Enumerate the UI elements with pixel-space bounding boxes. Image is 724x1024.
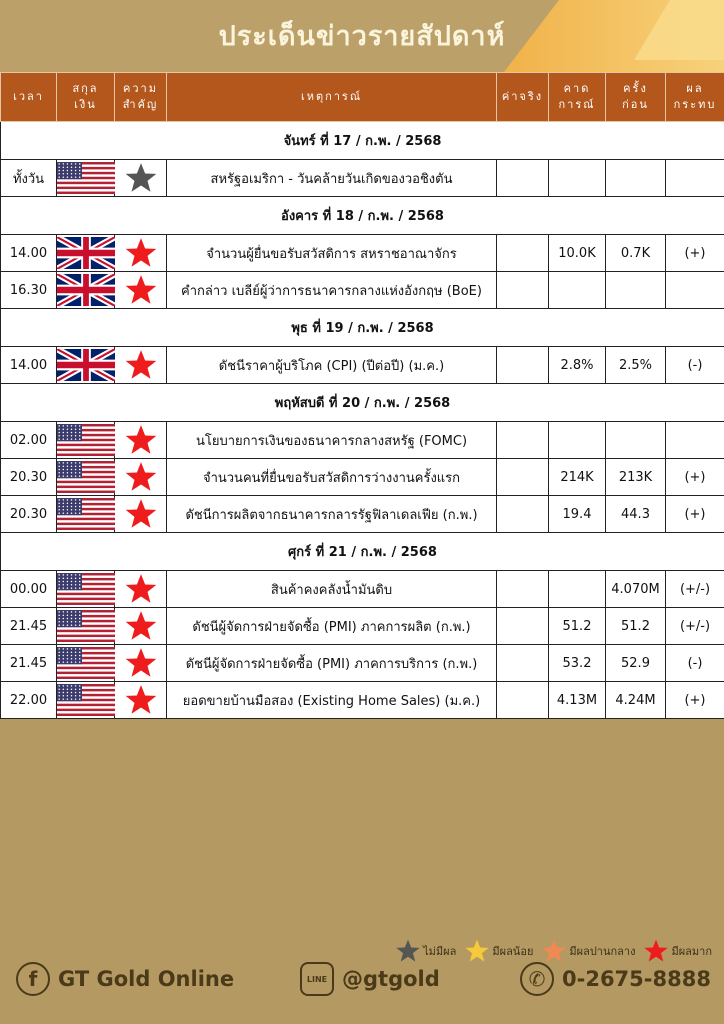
event-time: 21.45 <box>1 608 57 645</box>
importance-cell <box>115 347 167 384</box>
column-header <box>57 73 115 122</box>
impact-value <box>666 272 724 309</box>
event-name: ดัชนีการผลิตจากธนาคารกลารรัฐฟิลาเดลเฟีย (ก.พ.) <box>167 496 497 533</box>
star-icon <box>124 572 158 606</box>
forecast-value: 10.0K <box>549 235 606 272</box>
event-name: ดัชนีราคาผู้บริโภค (CPI) (ปีต่อปี) (ม.ค.) <box>167 347 497 384</box>
star-icon <box>124 161 158 195</box>
previous-value <box>606 422 666 459</box>
event-row[interactable] <box>1 571 724 608</box>
event-time: 21.45 <box>1 645 57 682</box>
column-header <box>115 73 167 122</box>
actual-value <box>497 608 549 645</box>
impact-value <box>666 422 724 459</box>
uk-flag-icon <box>57 349 115 381</box>
legend-item <box>395 938 456 964</box>
phone-number: 0-2675-8888 <box>562 967 711 991</box>
star-icon <box>124 460 158 494</box>
table-header <box>1 73 724 122</box>
currency-cell <box>57 235 115 272</box>
event-row[interactable] <box>1 235 724 272</box>
star-icon <box>124 423 158 457</box>
event-name: ดัชนีผู้จัดการฝ่ายจัดซื้อ (PMI) ภาคการผลิต (ก.พ.) <box>167 608 497 645</box>
impact-value: (-) <box>666 347 724 384</box>
event-name: จำนวนผู้ยื่นขอรับสวัสดิการ สหราชอาณาจักร <box>167 235 497 272</box>
star-icon <box>124 646 158 680</box>
event-row[interactable] <box>1 272 724 309</box>
column-header-text: สำคัญ <box>122 98 159 111</box>
event-row[interactable] <box>1 682 724 719</box>
event-time: 14.00 <box>1 347 57 384</box>
event-row[interactable] <box>1 608 724 645</box>
impact-value: (+) <box>666 459 724 496</box>
forecast-value: 214K <box>549 459 606 496</box>
currency-cell <box>57 160 115 197</box>
currency-cell <box>57 347 115 384</box>
previous-value: 51.2 <box>606 608 666 645</box>
page-title: ประเด็นข่าวรายสัปดาห์ <box>218 21 506 52</box>
impact-value <box>666 160 724 197</box>
actual-value <box>497 496 549 533</box>
facebook-name: GT Gold Online <box>58 967 235 991</box>
previous-value: 4.24M <box>606 682 666 719</box>
importance-cell <box>115 645 167 682</box>
actual-value <box>497 571 549 608</box>
facebook-contact[interactable] <box>16 962 234 996</box>
actual-value <box>497 347 549 384</box>
event-name: ยอดขายบ้านมือสอง (Existing Home Sales) (ม.ค.) <box>167 682 497 719</box>
column-header-text: สกุล <box>72 82 99 96</box>
currency-cell <box>57 682 115 719</box>
importance-cell <box>115 682 167 719</box>
uk-flag-icon <box>57 237 115 269</box>
day-label: จันทร์ ที่ 17 / ก.พ. / 2568 <box>1 122 724 160</box>
actual-value <box>497 422 549 459</box>
day-row <box>1 384 724 422</box>
column-header-text: คาด <box>563 82 591 96</box>
day-row <box>1 197 724 235</box>
phone-contact[interactable] <box>520 962 711 996</box>
us-flag-icon <box>57 573 115 605</box>
us-flag-icon <box>57 162 115 194</box>
forecast-value <box>549 571 606 608</box>
us-flag-icon <box>57 647 115 679</box>
legend-item <box>541 938 635 964</box>
column-header-text: ครั้ง <box>623 82 648 96</box>
star-icon <box>124 348 158 382</box>
star-icon <box>124 236 158 270</box>
column-header <box>1 73 57 122</box>
forecast-value <box>549 422 606 459</box>
legend-label: ไม่มีผล <box>423 945 457 958</box>
actual-value <box>497 459 549 496</box>
event-time: 22.00 <box>1 682 57 719</box>
day-label: พุธ ที่ 19 / ก.พ. / 2568 <box>1 309 724 347</box>
previous-value: 2.5% <box>606 347 666 384</box>
column-header-text: ก่อน <box>622 98 649 111</box>
column-header <box>497 73 549 122</box>
day-row <box>1 309 724 347</box>
actual-value <box>497 682 549 719</box>
us-flag-icon <box>57 461 115 493</box>
currency-cell <box>57 422 115 459</box>
column-header <box>167 73 497 122</box>
column-header-text: ค่าจริง <box>501 90 544 104</box>
impact-value: (+/-) <box>666 571 724 608</box>
us-flag-icon <box>57 424 115 456</box>
currency-cell <box>57 272 115 309</box>
day-label: พฤหัสบดี ที่ 20 / ก.พ. / 2568 <box>1 384 724 422</box>
forecast-value: 2.8% <box>549 347 606 384</box>
column-header-text: ผล <box>686 82 704 96</box>
facebook-icon: f <box>16 962 50 996</box>
day-row <box>1 122 724 160</box>
forecast-value <box>549 160 606 197</box>
importance-cell <box>115 235 167 272</box>
uk-flag-icon <box>57 274 115 306</box>
star-icon <box>124 609 158 643</box>
day-label: ศุกร์ ที่ 21 / ก.พ. / 2568 <box>1 533 724 571</box>
importance-cell <box>115 422 167 459</box>
previous-value: 52.9 <box>606 645 666 682</box>
column-header <box>606 73 666 122</box>
importance-cell <box>115 459 167 496</box>
forecast-value <box>549 272 606 309</box>
actual-value <box>497 235 549 272</box>
importance-cell <box>115 496 167 533</box>
star-icon <box>464 938 490 964</box>
line-id: @gtgold <box>342 967 440 991</box>
previous-value <box>606 160 666 197</box>
previous-value: 44.3 <box>606 496 666 533</box>
column-header-text: การณ์ <box>558 98 596 111</box>
star-icon <box>124 273 158 307</box>
event-name: ดัชนีผู้จัดการฝ่ายจัดซื้อ (PMI) ภาคการบริการ (ก.พ.) <box>167 645 497 682</box>
day-row <box>1 533 724 571</box>
event-name: สินค้าคงคลังน้ำมันดิบ <box>167 571 497 608</box>
column-header-text: เหตุการณ์ <box>300 90 363 104</box>
column-header <box>549 73 606 122</box>
previous-value: 213K <box>606 459 666 496</box>
star-icon <box>124 683 158 717</box>
banner <box>0 0 724 72</box>
forecast-value: 53.2 <box>549 645 606 682</box>
line-contact[interactable] <box>300 962 440 996</box>
star-icon <box>541 938 567 964</box>
event-time: 16.30 <box>1 272 57 309</box>
currency-cell <box>57 496 115 533</box>
event-time: ทั้งวัน <box>1 160 57 197</box>
impact-value: (+) <box>666 496 724 533</box>
currency-cell <box>57 645 115 682</box>
event-row[interactable] <box>1 160 724 197</box>
us-flag-icon <box>57 684 115 716</box>
importance-cell <box>115 272 167 309</box>
event-name: สหรัฐอเมริกา - วันคล้ายวันเกิดของวอชิงตัน <box>167 160 497 197</box>
previous-value: 4.070M <box>606 571 666 608</box>
currency-cell <box>57 459 115 496</box>
impact-value: (+) <box>666 235 724 272</box>
legend-item <box>643 938 712 964</box>
importance-cell <box>115 160 167 197</box>
day-label: อังคาร ที่ 18 / ก.พ. / 2568 <box>1 197 724 235</box>
phone-icon: ✆ <box>520 962 554 996</box>
actual-value <box>497 645 549 682</box>
event-row[interactable] <box>1 645 724 682</box>
event-row[interactable] <box>1 496 724 533</box>
event-time: 20.30 <box>1 496 57 533</box>
star-icon <box>395 938 421 964</box>
column-header-text: เวลา <box>13 90 44 104</box>
column-header-text: เงิน <box>74 98 97 111</box>
event-row[interactable] <box>1 347 724 384</box>
legend-item <box>464 938 533 964</box>
event-time: 20.30 <box>1 459 57 496</box>
event-time: 14.00 <box>1 235 57 272</box>
event-row[interactable] <box>1 422 724 459</box>
previous-value: 0.7K <box>606 235 666 272</box>
impact-value: (+) <box>666 682 724 719</box>
event-name: คำกล่าว เบลีย์ผู้ว่าการธนาคารกลางแห่งอังกฤษ (BoE) <box>167 272 497 309</box>
event-time: 00.00 <box>1 571 57 608</box>
schedule-table <box>0 72 724 719</box>
legend-label: มีผลมาก <box>671 945 712 958</box>
event-name: นโยบายการเงินของธนาคารกลางสหรัฐ (FOMC) <box>167 422 497 459</box>
impact-value: (-) <box>666 645 724 682</box>
line-icon: LINE <box>300 962 334 996</box>
column-header-text: ความ <box>123 82 158 96</box>
importance-legend <box>391 938 712 964</box>
us-flag-icon <box>57 498 115 530</box>
legend-label: มีผลน้อย <box>492 945 534 958</box>
previous-value <box>606 272 666 309</box>
forecast-value: 4.13M <box>549 682 606 719</box>
column-header <box>666 73 724 122</box>
us-flag-icon <box>57 610 115 642</box>
importance-cell <box>115 571 167 608</box>
forecast-value: 51.2 <box>549 608 606 645</box>
actual-value <box>497 160 549 197</box>
currency-cell <box>57 571 115 608</box>
currency-cell <box>57 608 115 645</box>
event-name: จำนวนคนที่ยื่นขอรับสวัสดิการว่างงานครั้งแรก <box>167 459 497 496</box>
star-icon <box>643 938 669 964</box>
event-time: 02.00 <box>1 422 57 459</box>
footer <box>0 962 724 1010</box>
importance-cell <box>115 608 167 645</box>
column-header-text: กระทบ <box>673 98 717 111</box>
star-icon <box>124 497 158 531</box>
actual-value <box>497 272 549 309</box>
impact-value: (+/-) <box>666 608 724 645</box>
legend-label: มีผลปานกลาง <box>569 945 636 958</box>
forecast-value: 19.4 <box>549 496 606 533</box>
event-row[interactable] <box>1 459 724 496</box>
